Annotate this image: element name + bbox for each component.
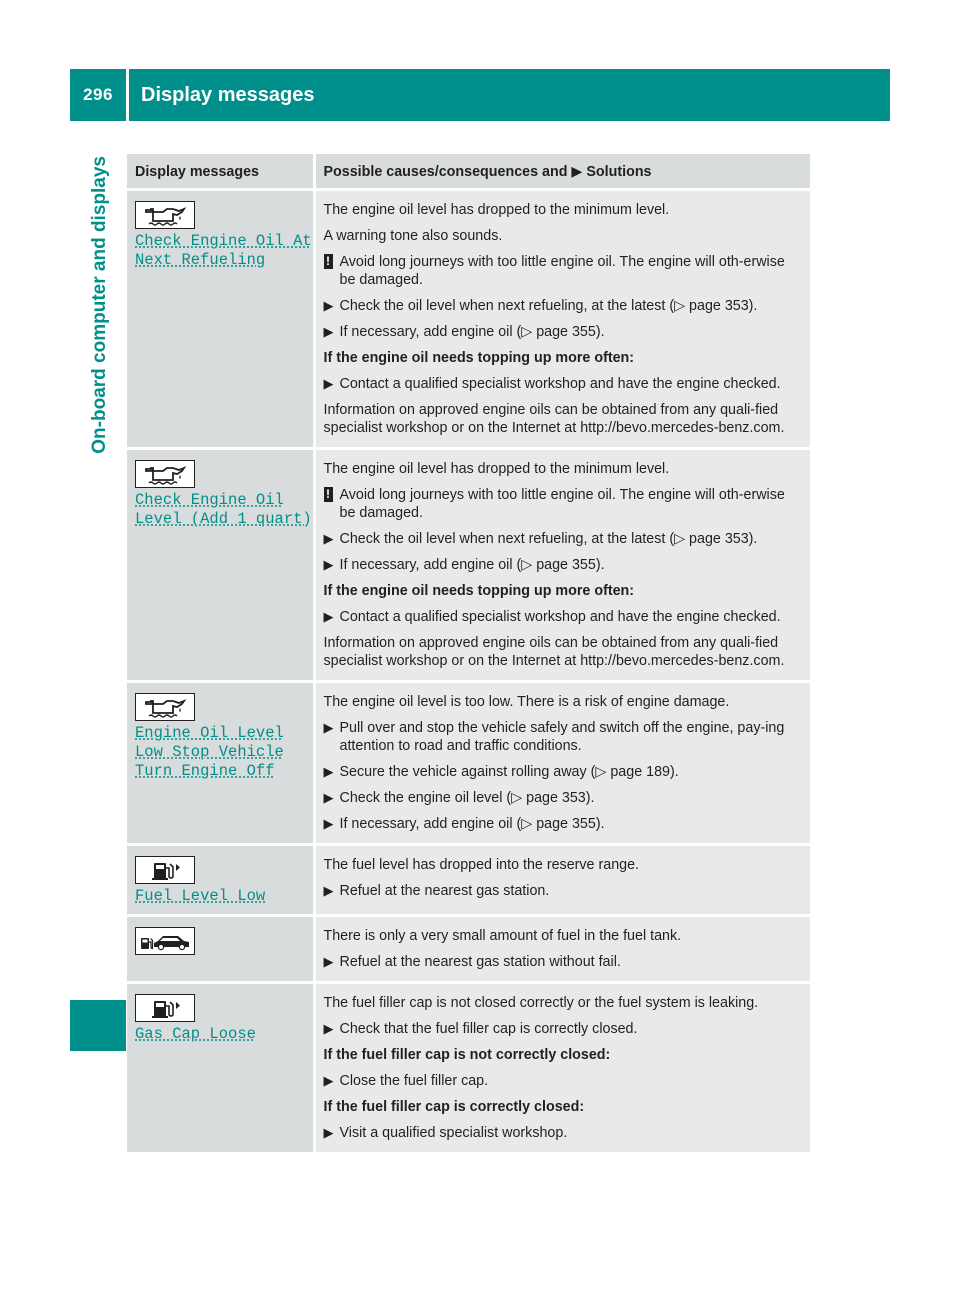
display-message-cell: [127, 449, 314, 682]
display-message-cell: [127, 845, 314, 916]
step-text: If necessary, add engine oil (▷ page 355).: [339, 324, 605, 340]
step-arrow-icon: ▶: [323, 1021, 334, 1036]
display-line: Check Engine Oil At: [135, 232, 312, 250]
table-row: [127, 983, 810, 1154]
causes-solutions-cell: [314, 916, 810, 983]
solution-step: [324, 719, 804, 755]
solution-step: [324, 297, 804, 315]
fuel-car-icon: [135, 927, 195, 955]
display-line: Low Stop Vehicle: [135, 743, 284, 761]
fuel-pump-icon: [135, 994, 195, 1022]
condition-heading: If the fuel filler cap is correctly closed:: [323, 1099, 585, 1115]
display-line: Check Engine Oil: [135, 491, 284, 509]
display-message-cell: [127, 190, 314, 449]
page-number: 296: [83, 85, 113, 104]
column-header-display-messages: Display messages: [127, 154, 314, 190]
display-message-cell: [127, 916, 314, 983]
cause-text: The fuel filler cap is not closed correctly or the fuel system is leaking.: [323, 995, 759, 1011]
step-text: If necessary, add engine oil (▷ page 355).: [339, 557, 605, 573]
condition-heading: If the engine oil needs topping up more often:: [323, 583, 635, 599]
step-arrow-icon: ▶: [323, 720, 334, 735]
page-header: [70, 69, 890, 121]
display-line: Level (Add 1 quart): [135, 510, 312, 528]
side-section-label: [86, 156, 114, 526]
table-row: [127, 190, 810, 449]
step-arrow-icon: ▶: [323, 764, 334, 779]
cause-text: The engine oil level has dropped to the minimum level.: [323, 461, 670, 477]
warning-text: Avoid long journeys with too little engine oil. The engine will oth-erwise be damaged.: [339, 487, 785, 521]
step-text: Check the oil level when next refueling, at the latest (▷ page 353).: [339, 531, 758, 547]
step-arrow-icon: ▶: [323, 1073, 334, 1088]
solution-step: [324, 608, 804, 626]
warning-note: [324, 253, 804, 289]
cause-text: The engine oil level is too low. There is a risk of engine damage.: [323, 694, 730, 710]
solution-step: [324, 375, 804, 393]
step-text: Pull over and stop the vehicle safely and switch off the engine, pay-ing attention to road and traffic conditions.: [339, 720, 785, 754]
display-message-cell: [127, 983, 314, 1154]
display-line: Gas Cap Loose: [135, 1025, 256, 1043]
step-arrow-icon: ▶: [323, 883, 334, 898]
display-message-text: [135, 1025, 305, 1044]
step-text: Check that the fuel filler cap is correctly closed.: [339, 1021, 638, 1037]
step-arrow-icon: ▶: [323, 790, 334, 805]
condition-heading: If the engine oil needs topping up more often:: [323, 350, 635, 366]
solution-step: [324, 763, 804, 781]
display-message-text: [135, 491, 312, 529]
step-text: Check the oil level when next refueling, at the latest (▷ page 353).: [339, 298, 758, 314]
solution-step: [324, 530, 804, 548]
step-text: Check the engine oil level (▷ page 353).: [339, 790, 595, 806]
page-title: Display messages: [141, 83, 315, 106]
table-header-row: [127, 154, 810, 190]
display-line: Next Refueling: [135, 251, 266, 269]
display-line: Engine Oil Level: [135, 724, 284, 742]
header-divider: [126, 69, 129, 121]
cause-text: The engine oil level has dropped to the minimum level.: [323, 202, 670, 218]
step-arrow-icon: ▶: [323, 298, 334, 313]
step-arrow-icon: ▶: [323, 324, 334, 339]
side-label-text: On-board computer and displays: [89, 156, 110, 454]
side-tab-marker: [70, 1000, 126, 1051]
info-text: Information on approved engine oils can be obtained from any quali-fied specialist workshop or on the Internet at http://bevo.mercedes-benz.com.: [323, 402, 785, 436]
solution-step: [324, 1020, 804, 1038]
step-text: Refuel at the nearest gas station.: [339, 883, 550, 899]
display-message-text: [135, 724, 305, 781]
fuel-pump-icon: [135, 856, 195, 884]
cause-text: A warning tone also sounds.: [323, 228, 503, 244]
step-text: Close the fuel filler cap.: [339, 1073, 489, 1089]
table-row: [127, 916, 810, 983]
causes-solutions-cell: [314, 682, 810, 845]
display-message-cell: [127, 682, 314, 845]
column-header-causes-solutions: Possible causes/consequences and ▶ Solutions: [314, 154, 810, 190]
info-text: Information on approved engine oils can be obtained from any quali-fied specialist workshop or on the Internet at http://bevo.mercedes-benz.com.: [323, 635, 785, 669]
engine-oil-icon: [135, 693, 195, 721]
step-text: Refuel at the nearest gas station without fail.: [339, 954, 621, 970]
step-text: Contact a qualified specialist workshop and have the engine checked.: [339, 609, 781, 625]
step-arrow-icon: ▶: [323, 609, 334, 624]
warning-icon: !: [324, 254, 333, 269]
display-line: Fuel Level Low: [135, 887, 266, 905]
step-arrow-icon: ▶: [323, 557, 334, 572]
step-arrow-icon: ▶: [323, 376, 334, 391]
table-row: [127, 845, 810, 916]
cause-text: The fuel level has dropped into the reserve range.: [323, 857, 640, 873]
causes-solutions-cell: [314, 190, 810, 449]
table-row: [127, 449, 810, 682]
step-arrow-icon: ▶: [323, 954, 334, 969]
warning-text: Avoid long journeys with too little engine oil. The engine will oth-erwise be damaged.: [339, 254, 785, 288]
solution-step: [324, 1072, 804, 1090]
step-arrow-icon: ▶: [323, 1125, 334, 1140]
display-message-text: [135, 887, 305, 906]
display-line: Turn Engine Off: [135, 762, 275, 780]
step-text: If necessary, add engine oil (▷ page 355).: [339, 816, 605, 832]
condition-heading: If the fuel filler cap is not correctly closed:: [323, 1047, 611, 1063]
step-arrow-icon: ▶: [323, 531, 334, 546]
display-message-text: [135, 232, 312, 270]
step-text: Secure the vehicle against rolling away (▷ page 189).: [339, 764, 679, 780]
solution-step: [324, 882, 804, 900]
engine-oil-icon: [135, 201, 195, 229]
causes-solutions-cell: [314, 845, 810, 916]
engine-oil-icon: [135, 460, 195, 488]
solution-step: [324, 556, 804, 574]
warning-icon: !: [324, 487, 333, 502]
solution-step: [324, 953, 804, 971]
solution-step: [324, 789, 804, 807]
step-arrow-icon: ▶: [323, 816, 334, 831]
solution-step: [324, 1124, 804, 1142]
table-row: [127, 682, 810, 845]
solution-step: [324, 815, 804, 833]
step-text: Contact a qualified specialist workshop and have the engine checked.: [339, 376, 781, 392]
cause-text: There is only a very small amount of fuel in the fuel tank.: [323, 928, 682, 944]
warning-note: [324, 486, 804, 522]
display-messages-table: [127, 154, 810, 1155]
causes-solutions-cell: [314, 983, 810, 1154]
causes-solutions-cell: [314, 449, 810, 682]
step-text: Visit a qualified specialist workshop.: [339, 1125, 568, 1141]
solution-step: [324, 323, 804, 341]
